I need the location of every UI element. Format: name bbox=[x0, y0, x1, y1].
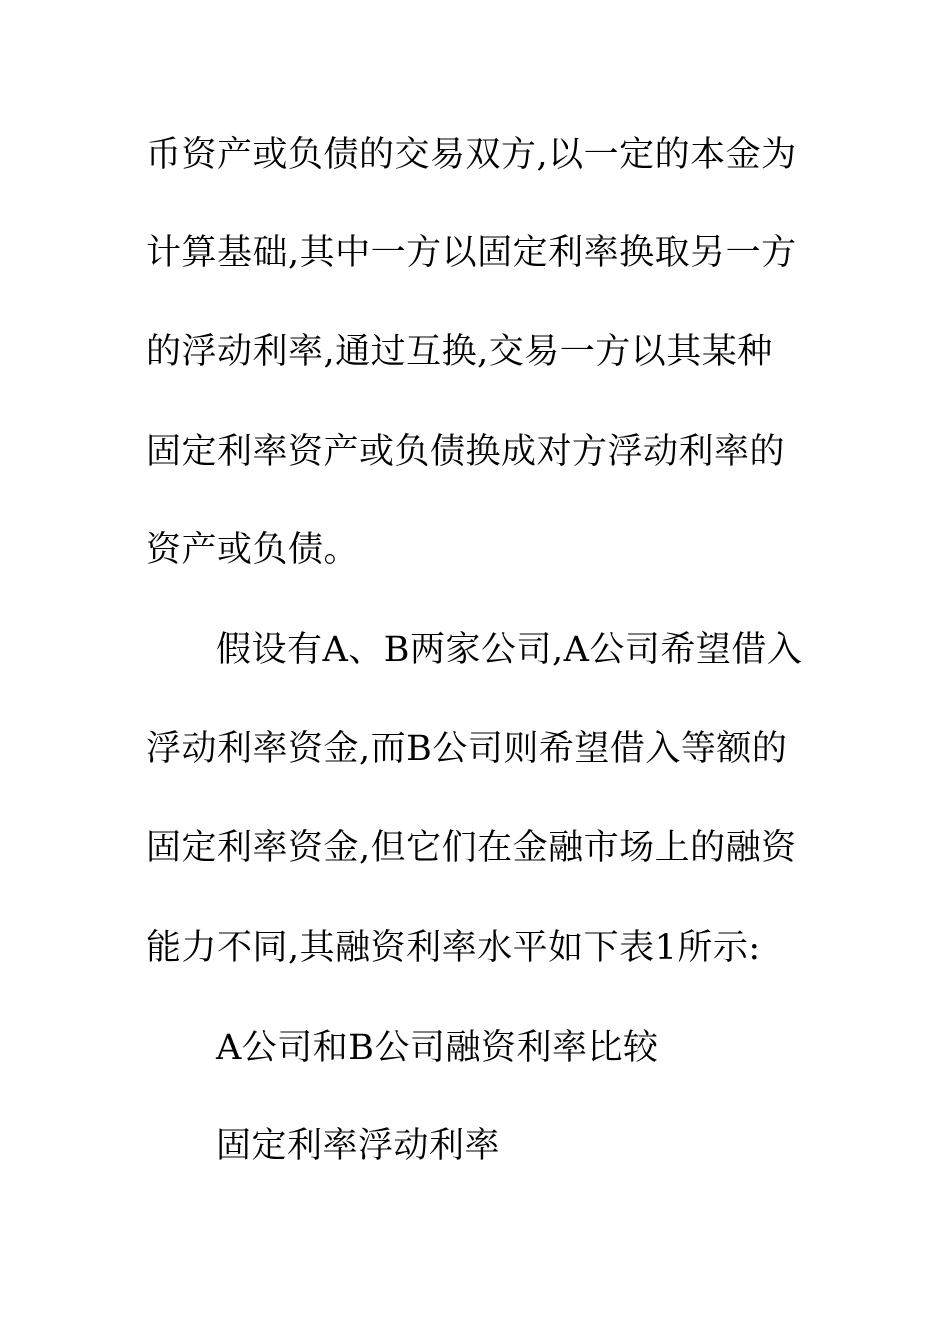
table-caption: A公司和B公司融资利率比较 bbox=[216, 1028, 659, 1068]
paragraph-line: 能力不同,其融资利率水平如下表1所示: bbox=[146, 928, 761, 968]
paragraph-line: 币资产或负债的交易双方,以一定的本金为 bbox=[146, 135, 797, 175]
paragraph-line: 资产或负债。 bbox=[146, 530, 360, 570]
table-header: 固定利率浮动利率 bbox=[216, 1126, 501, 1166]
paragraph-line: 的浮动利率,通过互换,交易一方以其某种 bbox=[146, 332, 773, 372]
paragraph-line: 计算基础,其中一方以固定利率换取另一方 bbox=[146, 233, 797, 273]
paragraph-line: 固定利率资产或负债换成对方浮动利率的 bbox=[146, 432, 786, 472]
paragraph-line: 浮动利率资金,而B公司则希望借入等额的 bbox=[146, 729, 788, 769]
paragraph-line: 固定利率资金,但它们在金融市场上的融资 bbox=[146, 828, 797, 868]
paragraph-line: 假设有A、B两家公司,A公司希望借入 bbox=[216, 630, 803, 670]
